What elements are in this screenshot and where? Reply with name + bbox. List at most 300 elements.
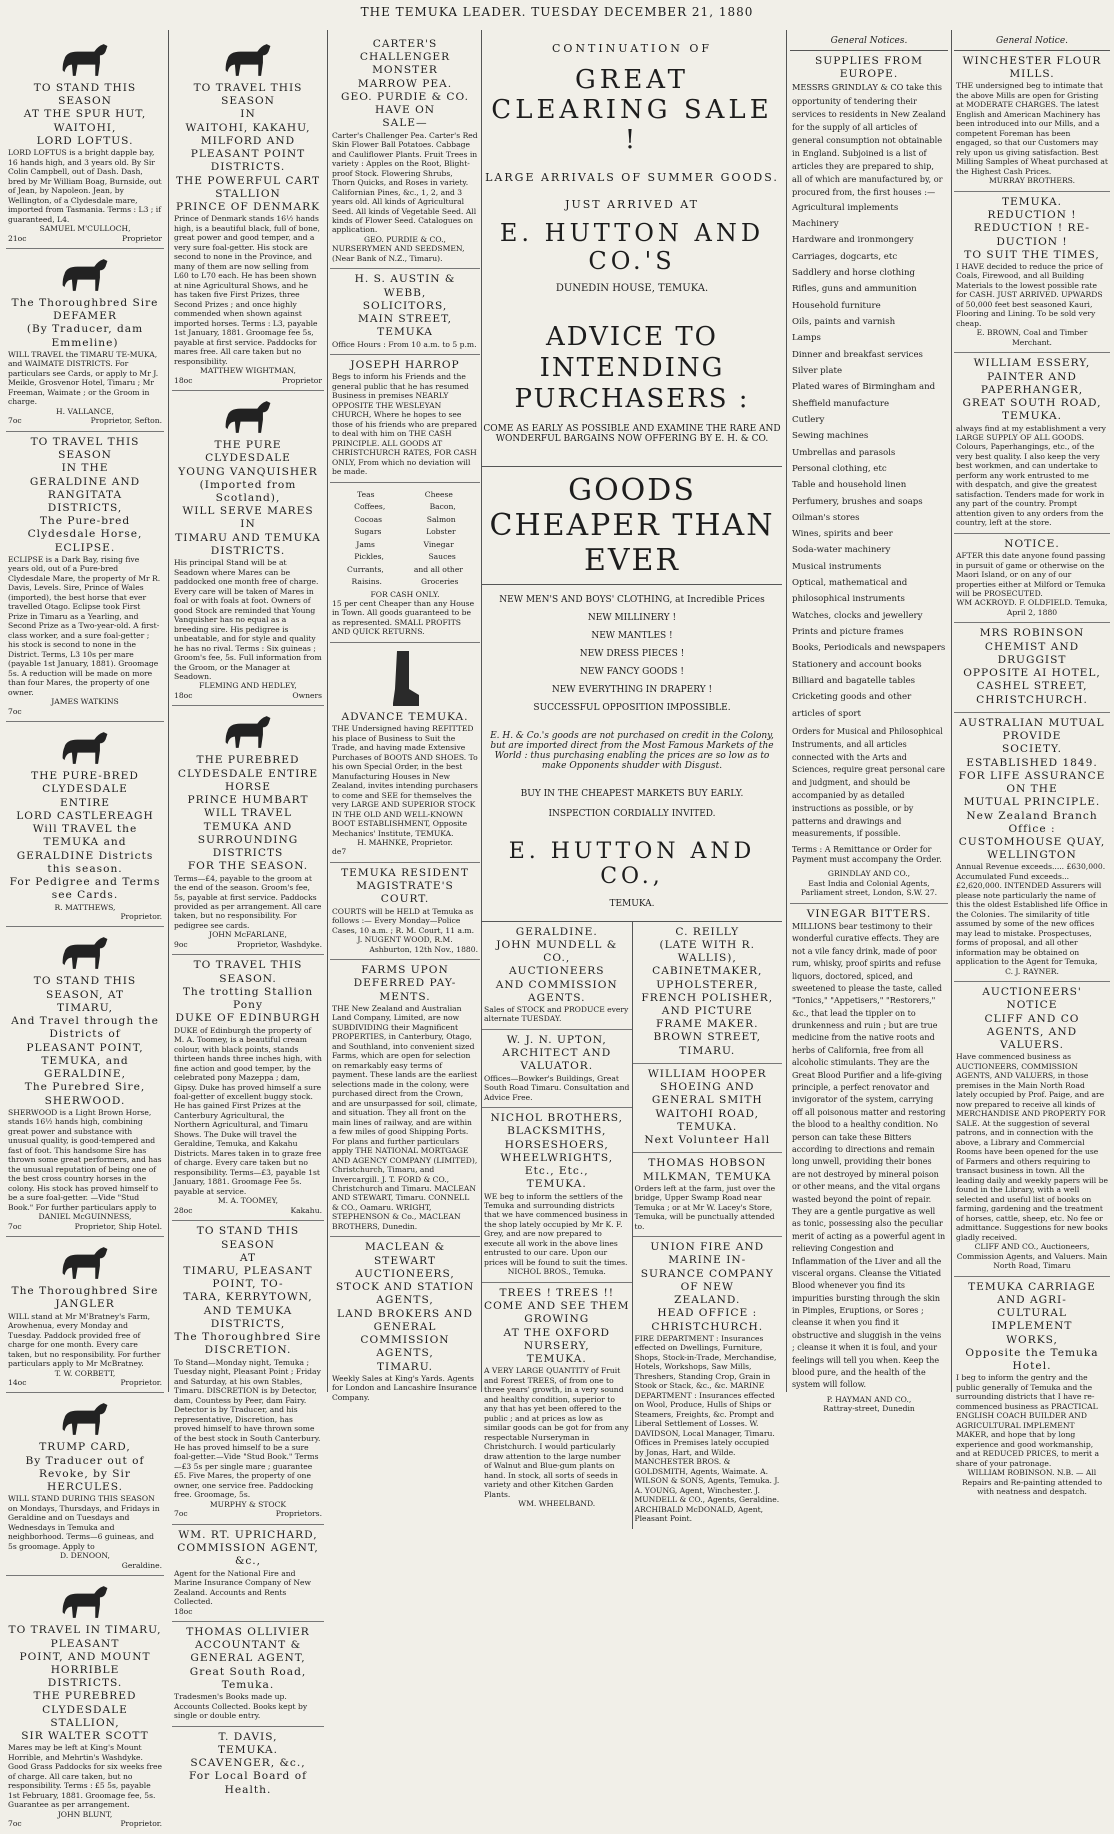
advertisement — [633, 1153, 783, 1237]
ad-heading: BLACKSMITHS, HORSESHOERS, — [504, 1125, 609, 1151]
horse-icon — [57, 933, 113, 973]
ad-heading: And Travel through the Districts of — [11, 1015, 159, 1041]
goods-item: Coffees, — [354, 502, 386, 512]
ad-body: always find at my establishment a very LARGE SUPPLY OF ALL GOODS. Colours, Paperhangings, etc., of the very best quality. I also keep the very best workmen, and can undertake to perform any work entrusted to me with despatch, and give the greatest satisfaction. Tenders made for work in any part of the country. Prompt attention given to any orders from the country, left at the store. — [956, 423, 1106, 528]
ad-heading: WILLIAM HOOPER — [647, 1067, 767, 1080]
ad-heading: ARCHITECT AND VALUATOR. — [502, 1047, 612, 1073]
ad-heading: The trotting Stallion Pony — [182, 985, 314, 1012]
ad-heading: TEMUKA CARRIAGE AND AGRI- — [968, 1280, 1096, 1306]
advertisement — [633, 1237, 783, 1528]
ad-body: LORD LOFTUS is a bright dapple bay, 16 hands high, and 3 years old. By Sir Colin Campbell, out of Dash. Dash, bred by Mr William Boag, Burnside, out of Jean, by Napoleon. Jean, by Wellington, of a Clydesdale mare, imported from Tasmania. Terms : L3 ; if guaranteed, L4. — [8, 148, 162, 224]
goods-item: Teas — [357, 489, 375, 499]
ad-heading: SHOEING AND GENERAL SMITH — [651, 1081, 763, 1107]
ad-role: Proprietor — [122, 233, 162, 243]
ad-heading: SOLICITORS, — [362, 299, 448, 312]
advertisement — [172, 391, 324, 706]
ad-body: 15 per cent Cheaper than any House in Town. All goods guaranteed to be as represented. SMALL PROFITS AND QUICK RETURNS. — [332, 599, 475, 637]
ad-role: Proprietor. — [120, 1819, 162, 1829]
ad-heading: NOTICE. — [1004, 537, 1060, 550]
goods-row — [332, 540, 478, 549]
ad-role: Proprietor, Washdyke. — [236, 939, 322, 949]
ad-heading: AT — [239, 1251, 257, 1264]
advertisement — [172, 955, 324, 1221]
ad-heading: AGENTS, AND VALUERS. — [986, 1025, 1078, 1052]
ad-heading: By Traducer out of Revoke, by Sir — [25, 1454, 145, 1480]
supply-item: Carriages, dogcarts, etc — [792, 251, 898, 262]
column-2 — [172, 34, 324, 1796]
bitters-sign: P. HAYMAN AND CO., — [826, 1394, 912, 1404]
supply-item: Wines, spirits and beer — [792, 529, 893, 540]
ad-heading: GERALDINE. — [515, 925, 598, 938]
ad-role: Proprietors. — [275, 1509, 322, 1519]
advertisement — [954, 192, 1110, 354]
bitters-text: MILLIONS bear testimony to their wonderful curative effects. They are not a vile fancy drink, made of poor rum, whisky, proof spirits and refuse liquors, doctored, spiced, and sweetened to please the taste, called "Tonics," "Appetisers," "Restorers," &c., that lead the tippler on to drunkenness and ruin ; but are true medicine from the native roots and herbs of California, free from all alcoholic stimulants. They are the Great Blood Purifier and a life-giving principle, a perfect renovator and invigorator of the system, carrying off all poisonous matter and restoring the blood to a healthy condition. No person can take these Bitters according to directions and remain long unwell, providing their bones are not destroyed by mineral poison or other means, and the vital organs wasted beyond the point of repair. They are a gentle purgative as well as tonic, possessing also the peculiar merit of acting as a powerful agent in relieving Congestion and Inflammation of the Liver and all the visceral organs. Cleanse the Vitiated Blood whenever you find its impurities bursting through the skin in Pimples, Eruptions, or Sores ; cleanse it when you find it obstructive and sluggish in the veins ; cleanse it when it is foul, and your feelings will tell you when. Keep the blood pure, and the health of the system will follow. — [792, 921, 946, 1390]
hutton-firm-title: E. HUTTON AND CO.'S — [499, 219, 765, 275]
ad-heading: MACLEAN & STEWART — [364, 1241, 446, 1267]
goods-item: Currants, — [347, 564, 384, 574]
ad-heading: STOCK AND STATION AGENTS, — [335, 1281, 475, 1307]
ad-heading: MRS ROBINSON — [979, 627, 1085, 640]
advertisement — [330, 483, 480, 643]
ad-body: WILL stand at Mr M'Bratney's Farm, Arowhenua, every Monday and Tuesday. Paddock provided free of charge for one month. Every care taken, but no responsibility. For further particulars apply to Mr McBratney. — [8, 1311, 161, 1369]
ad-footer — [174, 376, 322, 385]
ad-heading: ADVANCE TEMUKA. — [341, 710, 469, 723]
ad-heading: H. S. AUSTIN & WEBB, — [354, 273, 456, 299]
ad-role: Proprietor, Ship Hotel. — [74, 1221, 162, 1231]
advertisement — [482, 1030, 632, 1108]
goods-row — [332, 490, 478, 499]
supply-item: Umbrellas and parasols — [792, 447, 896, 458]
ad-heading: ACCOUNTANT & GENERAL AGENT, — [190, 1639, 306, 1665]
supply-item: Agricultural implements — [792, 202, 899, 213]
ad-body: Carter's Challenger Pea. Carter's Red Skin Flower Ball Potatoes. Cabbage and Cauliflower Plants. Fruit Trees in variety : Apples on the Root, Blight-proof Stock. Flowering Shrubs, Thorn Quicks, and Roses in variety. Californian Pines, &c., 1, 2, and 3 years old. All kinds of Agricultural Seed. All kinds of Vegetable Seed. All kinds of Flower Seed. Catalogues on application. — [332, 130, 478, 235]
ad-role: Kakahu. — [290, 1205, 322, 1215]
advertisement — [954, 982, 1110, 1276]
drapery-line: SUCCESSFUL OPPOSITION IMPOSSIBLE. — [533, 702, 731, 713]
ad-body: THE undersigned beg to intimate that the above Mills are open for Gristing at MODERATE CHARGES. The latest English and American Machinery has been introduced into our Mills, and a competent Foreman has been engaged, so that our Customers may rely upon us giving satisfaction. Best Milling Samples of Wheat purchased at the Highest Cash Prices. — [956, 81, 1108, 176]
goods-row — [332, 577, 478, 586]
ad-body: Weekly Sales at King's Yards. Agents for London and Lancashire Insurance Company. — [332, 1373, 477, 1402]
ad-body: WILL TRAVEL the TIMARU TE-MUKA, and WAIMATE DISTRICTS. For particulars see Cards, or apply to Mr J. Meikle, Grosvenor Hotel, Timaru ; Mr Freeman, Waimate ; or the Groom in charge. — [8, 349, 159, 407]
ad-heading: SHERWOOD. — [44, 1094, 126, 1107]
ad-heading: AND COMMISSION AGENTS. — [495, 978, 618, 1004]
ad-heading: THE PUREBRED CLYDESDALE — [33, 1690, 137, 1716]
ad-heading: TEMUKA. — [526, 1178, 587, 1191]
supply-item: Musical instruments — [792, 561, 882, 572]
ad-body: WILL STAND DURING THIS SEASON on Mondays, Thursdays, and Fridays in Geraldine and on Tuesdays and Wednesdays in Temuka and neighborhood. Terms—6 guineas, and 5s groomage. Apply to — [8, 1494, 160, 1551]
supply-item: Prints and picture frames — [792, 627, 904, 638]
ad-body: Tradesmen's Books made up. Accounts Collected. Books kept by single or double entry. — [174, 1692, 308, 1721]
ad-signature: J. NUGENT WOOD, R.M. — [357, 935, 453, 945]
ad-heading: POINT, AND MOUNT HORRIBLE — [19, 1650, 151, 1676]
ad-heading: AUSTRALIAN MUTUAL PROVIDE — [959, 716, 1105, 743]
ad-heading: TARA, KERRYTOWN, AND TEMUKA — [183, 1291, 313, 1317]
column-header: General Notices. — [790, 34, 948, 51]
advertisement — [954, 623, 1110, 712]
ad-heading: PRINCE HUMBART — [187, 794, 309, 807]
ad-heading: COMMISSION AGENTS, — [360, 1334, 450, 1360]
ad-body: FIRE DEPARTMENT : Insurances effected on Dwellings, Furniture, Shops, Stock-in-Trade, Merchandise, Hotels, Workshops, Saw Mills, Threshers, Standing Crop, Grain in Stook or Stack, &c., &c. MARINE DEPARTMENT : Insurances effected on Wool, Produce, Hulls of Ships or Steamers, Freights, &c. Prompt and Liberal Settlement of Losses. W. DAVIDSON, Local Manager, Timaru. Offices in Premises lately occupied by Jonas, Hart, and Wilde. MANCHESTER BROS. & GOLDSMITH, Agents, Waimate. A. WILSON & SONS, Agents, Temuka. J. A. YOUNG, Agent, Winchester. J. MUNDELL & CO., Agents, Geraldine. ARCHIBALD McDONALD, Agent, Pleasant Point. — [634, 1333, 780, 1524]
ad-footer — [8, 912, 162, 921]
boot-icon — [387, 649, 423, 709]
goods-footer: FOR CASH ONLY. — [370, 589, 440, 599]
ad-heading: GEO. PURDIE & CO. HAVE ON — [341, 90, 469, 117]
ad-heading: UNION FIRE AND MARINE IN- — [650, 1241, 765, 1267]
ad-footer — [8, 1561, 162, 1570]
advertisement — [954, 51, 1110, 192]
goods-item: Groceries — [420, 577, 459, 587]
ad-heading: WAITOHI, KAKAHU, MILFORD AND — [185, 121, 311, 147]
ad-heading: TEMUKA. — [1001, 195, 1063, 208]
ad-code: 7oc — [8, 706, 22, 716]
ad-code: de7 — [332, 847, 347, 857]
supply-item: Books, Periodicals and newspapers — [792, 643, 946, 654]
horse-icon — [57, 1582, 113, 1622]
ad-heading: TIMARU AND TEMUKA DISTRICTS. — [175, 531, 321, 557]
ad-body: I beg to inform the gentry and the public generally of Temuka and the surrounding districts that I have re-commenced business as PRACTICAL ENGLISH COACH BUILDER AND AGRICULTURAL IMPLEMENT MAKER, and hope that by long experience and good workmanship, and at REDUCED PRICES, to merit a share of your patronage. — [956, 1373, 1100, 1468]
ad-heading: (By Traducer, dam Emmeline) — [26, 323, 144, 349]
ad-role: Geraldine. — [121, 1560, 162, 1570]
goods-row — [332, 552, 478, 561]
ad-footer — [332, 847, 478, 856]
supply-item: Optical, mathematical and philosophical instruments — [792, 578, 908, 605]
ad-heading: HEAD OFFICE : CHRISTCHURCH. — [651, 1307, 764, 1333]
ad-heading: MENTS. — [379, 990, 431, 1003]
ad-heading: FOR LIFE ASSURANCE ON THE — [958, 769, 1106, 796]
ad-role: Proprietor — [282, 375, 322, 385]
terms-text: Terms : A Remittance or Order for Payment must accompany the Order. — [792, 845, 942, 865]
column-4 — [482, 34, 782, 1524]
ad-heading: WM. RT. UPRICHARD, — [178, 1528, 318, 1541]
ad-code: 7oc — [8, 1819, 22, 1829]
ad-heading: ENTIRE — [60, 796, 110, 809]
goods-row — [332, 527, 478, 536]
ad-body: Mares may be left at King's Mount Horrible, and Mehrtin's Washdyke. Good Grass Paddocks for six weeks free of charge. All care taken, but no responsibility. Terms : £5 5s, payable 1st February, 1881. Groomage fee, 5s. Guarantee as per arrangement. — [8, 1743, 162, 1810]
ad-heading: TEMUKA. — [526, 1353, 587, 1366]
advertisement — [172, 1622, 324, 1727]
ad-footer — [174, 1206, 322, 1215]
ad-code: 7oc — [8, 416, 22, 426]
ad-heading: LORD CASTLEREAGH — [16, 809, 154, 822]
ad-heading: WILL TRAVEL TEMUKA AND SURROUNDING DISTRICTS — [197, 807, 299, 860]
ad-footer — [174, 691, 322, 700]
ad-heading: LAND BROKERS AND GENERAL — [337, 1307, 473, 1333]
advertisement — [6, 1237, 164, 1393]
hutton-town: TEMUKA. — [609, 898, 655, 909]
ad-heading: TIMARU, — [56, 1001, 114, 1014]
masthead: THE TEMUKA LEADER. TUESDAY DECEMBER 21, 1880 — [360, 5, 754, 19]
ad-heading: THE PUREBRED CLYDESDALE ENTIRE HORSE — [177, 754, 319, 793]
ad-heading: Next Volunteer Hall — [644, 1134, 771, 1147]
ad-heading: HERCULES. — [47, 1481, 123, 1494]
advertisement — [330, 863, 480, 960]
ad-footer — [174, 940, 322, 949]
ad-heading: T. DAVIS, — [218, 1730, 278, 1743]
ad-signature: SAMUEL M'CULLOCH, — [39, 224, 131, 234]
ad-heading: NICHOL BROTHERS, — [490, 1112, 624, 1125]
ad-body: Agent for the National Fire and Marine Insurance Company of New Zealand. Accounts and Rents Collected. — [174, 1568, 312, 1607]
supply-item: Lamps — [792, 333, 821, 344]
advertisement — [172, 1221, 324, 1525]
ad-signature: E. BROWN, Coal and Timber Merchant. — [976, 328, 1088, 347]
ad-body: SHERWOOD is a Light Brown Horse, stands 16½ hands high, combining great power and substance with unusual quality, is good-tempered and fast of foot. This handsome Sire has thrown some great performers, and has the unusual reputation of being one of the best cross country horses in the colony. His stock has proved himself to be a sure foal-getter. —Vide "Stud Book." For further particulars apply to — [8, 1107, 162, 1212]
ad-heading: DEFAMER — [53, 310, 117, 323]
ad-body: WE beg to inform the settlers of the Temuka and surrounding districts that we have commenced business in the shop lately occupied by Mr K. F. Grey, and are now prepared to execute all work in the above lines entrusted to our care. Upon our prices will be found to suit the times. — [484, 1191, 628, 1267]
goods-item: and all other — [413, 564, 463, 574]
ad-heading: SOCIETY. — [1001, 743, 1063, 756]
ad-signature: H. VALLANCE, — [56, 406, 114, 416]
ad-role: Proprietor, Sefton. — [90, 416, 162, 426]
ad-footer — [8, 707, 162, 716]
dunedin-house-line: DUNEDIN HOUSE, TEMUKA. — [555, 283, 709, 294]
ad-signature: DANIEL McGUINNESS, — [38, 1212, 132, 1222]
supply-item: Cricketing goods and other articles of sport — [792, 692, 912, 719]
goods-item: Cocoas — [354, 514, 383, 524]
ad-heading: DUCTION ! — [996, 235, 1068, 248]
drapery-line: NEW DRESS PIECES ! — [579, 648, 685, 659]
ad-heading: PLEASANT POINT DISTRICTS. — [190, 148, 306, 174]
drapery-line: NEW EVERYTHING IN DRAPERY ! — [551, 684, 713, 695]
ad-heading: GERALDINE, — [44, 1068, 126, 1081]
ad-signature: M. A. TOOMEY, — [217, 1196, 279, 1206]
grindlay-firm: GRINDLAY AND CO., — [827, 869, 911, 879]
supply-item: Dinner and breakfast services — [792, 349, 923, 360]
goods-row — [332, 565, 478, 574]
ad-heading: WHEELWRIGHTS, Etc., Etc., — [500, 1151, 614, 1178]
goods-item: Bacon, — [429, 502, 456, 512]
ad-heading: CUSTOMHOUSE QUAY, WELLINGTON — [958, 835, 1106, 862]
advertisement — [482, 1283, 632, 1514]
ad-footer — [174, 1607, 322, 1616]
ad-heading: THOMAS OLLIVIER — [186, 1625, 310, 1638]
supply-item: Sewing machines — [792, 431, 869, 442]
advertisement — [482, 922, 632, 1030]
ad-code: 18oc — [174, 1606, 193, 1616]
supply-item: Household furniture — [792, 300, 881, 311]
advertisement — [954, 713, 1110, 982]
ad-heading: Opposite the Temuka Hotel. — [965, 1346, 1099, 1372]
supply-item: Hardware and ironmongery — [792, 235, 914, 246]
advertisement — [954, 353, 1110, 534]
ad-heading: REDUCTION ! REDUCTION ! RE- — [974, 209, 1090, 235]
ad-signature: C. J. RAYNER. — [1005, 966, 1059, 976]
bitters-address: Rattray-street, Dunedin — [823, 1404, 915, 1414]
ad-footer — [332, 945, 478, 954]
advertisement — [172, 1727, 324, 1802]
ad-signature: CLIFF AND CO., Auctioneers, Commission Agents, and Valuers. Main North Road, Timaru — [956, 1242, 1108, 1271]
ad-signature: R. MATTHEWS, — [54, 902, 116, 912]
ad-heading: COMMISSION AGENT, &c., — [177, 1542, 319, 1568]
horse-icon — [57, 728, 113, 768]
drapery-line: NEW MANTLES ! — [591, 630, 673, 641]
ad-heading: AUCTIONEERS' NOTICE — [982, 986, 1082, 1012]
column-5 — [790, 34, 948, 1414]
hutton-firm-footer: E. HUTTON AND CO., — [508, 838, 756, 889]
ad-heading: PAINTER AND PAPERHANGER, — [980, 370, 1084, 396]
ad-footer — [174, 1509, 322, 1518]
goods-item: Sauces — [428, 552, 456, 562]
ad-signature: MURPHY & STOCK — [209, 1499, 287, 1509]
ad-heading: WILLIAM ESSERY, — [973, 357, 1091, 370]
ad-heading: Great South Road, Temuka. — [189, 1665, 307, 1691]
ad-body: Terms—£4, payable to the groom at the end of the season. Groom's fee, 5s, payable at first service. Paddocks provided as per arrangement. All care taken, but no responsibility. For pedigree see cards. — [174, 873, 322, 930]
ad-heading: MARROW PEA. — [357, 77, 453, 90]
ad-heading: ZEALAND. — [674, 1294, 741, 1307]
advertisement — [482, 1108, 632, 1283]
ad-heading: CARTER'S CHALLENGER MONSTER — [359, 38, 451, 77]
ad-role: NURSERYMEN AND SEEDSMEN, (Near Bank of N.Z., Timaru). — [332, 244, 465, 263]
ad-code: 7oc — [174, 1509, 188, 1519]
ad-heading: For Local Board of Health. — [189, 1770, 307, 1796]
ad-body: THE Undersigned having REFITTED his place of Business to Suit the Trade, and having made Extensive Purchases of BOOTS AND SHOES. To his own Special Order, in the best Manufacturing Houses in New Zealand, invites intending purchasers to come and SEE for themselves the very LARGE AND SUPERIOR STOCK IN THE OLD AND WELL-KNOWN BOOT ESTABLISHMENT, Opposite Mechanics' Institute, TEMUKA. — [332, 724, 478, 838]
ad-heading: THOMAS HOBSON — [648, 1157, 767, 1170]
ad-heading: TO TRAVEL THIS SEASON — [193, 82, 303, 108]
advertisement — [330, 355, 480, 483]
ad-heading: TRUMP CARD, — [39, 1441, 131, 1454]
advertisement — [330, 960, 480, 1237]
ad-heading: CLIFF AND CO — [984, 1012, 1080, 1025]
ad-heading: WINCHESTER FLOUR MILLS. — [962, 55, 1102, 81]
ad-heading: The Pure-bred Clydesdale Horse, — [27, 515, 143, 541]
column-6 — [954, 34, 1110, 1497]
column-header: General Notice. — [954, 34, 1110, 51]
ad-body: Annual Revenue exceeds..... £630,000. Accumulated Fund exceeds... £2,620,000. INTENDED Assurers will please note particularly the name of this the oldest Established life Office in the Colonies. The similarity of title assumed by some of the new offices may lead to mistake. Prospectuses, forms of proposal, and all other information may be obtained on application to the Agent for Temuka, — [956, 862, 1108, 967]
drapery-line: NEW MEN'S AND BOYS' CLOTHING, at Incredible Prices — [499, 594, 765, 605]
horse-icon — [57, 40, 113, 80]
goods-item: Sugars — [354, 527, 382, 537]
supply-item: Personal clothing, etc — [792, 463, 887, 474]
horse-icon — [57, 1399, 113, 1439]
ad-signature: H. MAHNKE, Proprietor. — [357, 837, 453, 847]
import-note: E. H. & Co.'s goods are not purchased on credit in the Colony, but are imported direct from the Most Famous Markets of the World : thus purchasing enabling the prices are so low as to make Opponents shudder with Disgust. — [490, 730, 774, 771]
advertisement — [330, 643, 480, 863]
ad-body: Office Hours : From 10 a.m. to 5 p.m. — [332, 339, 477, 349]
goods-item: Jams — [356, 539, 375, 549]
ad-heading: DISTRICTS, — [47, 502, 123, 514]
advertisement — [6, 34, 164, 249]
horse-icon — [220, 397, 276, 437]
advertisement — [6, 927, 164, 1237]
advertisement — [330, 34, 480, 269]
advertisement — [6, 249, 164, 432]
ad-heading: FOR THE SEASON. — [187, 860, 309, 873]
ad-body: ECLIPSE is a Dark Bay, rising five years old, out of a Pure-bred Clydesdale Mare, the property of Mr R. Davis, Levels. Sire, Prince of Wales (imported), the best horse that ever travelled Otago. Eclipse took First Prize in Timaru as a Yearling, and Second Prize as a Two-year-old. A first-class worker, and a sure foal-getter ; his stock is second to none in the District. Terms, L3 10s per mare (payable 1st January, 1881). Groomage 5s. A reduction will be made on more than four Mares, the property of one owner. — [8, 554, 161, 697]
ad-heading: LORD LOFTUS. — [36, 134, 134, 147]
ad-signature: WM ACKROYD. F. OLDFIELD. Temuka, April 2, 1880 — [956, 598, 1108, 617]
ad-signature: MURRAY BROTHERS. — [988, 176, 1076, 186]
ad-heading: TEMUKA RESIDENT MAGISTRATE'S — [341, 866, 469, 893]
ad-heading: TO STAND THIS SEASON — [196, 1225, 300, 1251]
goods-cheaper-title: GOODS CHEAPER THAN EVER — [482, 466, 782, 585]
ad-body: DUKE of Edinburgh the property of M. A. Toomey, is a beautiful cream colour, with black points, stands thirteen hands three inches high, with fine action and good temper, by the celebrated pony Mazeppa ; dam, Gipsy. Duke has proved himself a sure foal-getter of excellent buggy stock. He has gained First Prizes at the Canterbury Agricultural, the Northern Agricultural, and Timaru Shows. The Duke will travel the Geraldine, Temuka, and Kakahu Districts. Mares taken in to graze free of charge. Every care taken but no responsibility. Terms—£3, payable 1st January, 1881. Groomage Fee 5s. payable at service. — [174, 1025, 322, 1196]
ad-heading: IN — [240, 108, 256, 121]
supply-item: Billiard and bagatelle tables — [792, 676, 916, 687]
ad-heading: New Zealand Branch Office : — [966, 809, 1098, 835]
ad-heading: YOUNG VANQUISHER — [178, 465, 318, 478]
supply-item: Table and household linen — [792, 480, 907, 491]
ad-footer — [8, 1819, 162, 1828]
ad-heading: TIMARU. — [376, 1360, 434, 1373]
ad-heading: JANGLER — [55, 1298, 115, 1311]
ad-body: Sales of STOCK and PRODUCE every alternate TUESDAY. — [484, 1004, 629, 1024]
advertisement — [6, 722, 164, 927]
advertisement — [6, 1393, 164, 1576]
bitters-title: VINEGAR BITTERS. — [806, 907, 932, 920]
advertisement — [633, 1064, 783, 1153]
ad-footer — [8, 1378, 162, 1387]
ad-heading: COME AND SEE THEM GROWING — [484, 1300, 630, 1326]
ad-heading: The Purebred Sire, — [24, 1081, 146, 1094]
ad-heading: CASHEL STREET, CHRISTCHURCH. — [976, 680, 1088, 706]
ad-heading: THE POWERFUL CART STALLION — [175, 174, 321, 200]
ad-signature: D. DENOON, — [60, 1551, 110, 1561]
advice-title: ADVICE TO INTENDING PURCHASERS : — [514, 322, 750, 415]
ad-heading: AUCTIONEERS — [508, 965, 605, 978]
ad-heading: THE PURE-BRED CLYDESDALE — [31, 770, 139, 796]
ad-heading: DISTRICTS. — [47, 1677, 123, 1690]
ad-body: Offices—Bowker's Buildings, Great South Road Timaru. Consultation and Advice Free. — [484, 1073, 630, 1102]
ad-heading: GREAT SOUTH ROAD, TEMUKA. — [962, 397, 1102, 423]
ad-heading: MILKMAN, TEMUKA — [642, 1170, 772, 1183]
ad-signature: JOHN BLUNT, — [57, 1809, 113, 1819]
ad-heading: SCAVENGER, &c., — [190, 1757, 306, 1770]
ad-heading: WAITOHI ROAD, TEMUKA. — [655, 1107, 760, 1133]
goods-row — [332, 515, 478, 524]
supply-item: Oilman's stores — [792, 512, 860, 523]
ad-heading: BROWN STREET, TIMARU. — [653, 1031, 762, 1057]
ad-heading: JOSEPH HARROP — [350, 359, 460, 372]
ad-body: AFTER this date anyone found passing in pursuit of game or otherwise on the Maori Island, or on any of our properties either at Milford or Temuka will be PROSECUTED. — [956, 551, 1106, 598]
ad-role: Owners — [292, 690, 322, 700]
ad-role: Proprietor. — [120, 912, 162, 921]
ad-heading: WORKS, — [1006, 1333, 1058, 1346]
ad-heading: PLEASANT POINT, TEMUKA, and — [26, 1041, 144, 1067]
ad-footer — [8, 416, 162, 425]
advertisement — [172, 706, 324, 955]
ad-code: 14oc — [8, 1377, 27, 1387]
supply-item: Stationery and account books — [792, 659, 922, 670]
supply-item: Perfumery, brushes and soaps — [792, 496, 923, 507]
clearing-sale-title: GREAT CLEARING SALE ! — [491, 65, 773, 155]
ad-heading: (Imported from Scotland), — [199, 478, 297, 504]
ad-role: Proprietor. — [120, 1377, 162, 1387]
ad-signature: WILLIAM ROBINSON. N.B. — All Repairs and Re-painting attended to with neatness and despatch. — [961, 1468, 1103, 1497]
drapery-line: NEW MILLINERY ! — [587, 612, 677, 623]
just-arrived-line: JUST ARRIVED AT — [565, 198, 699, 211]
ad-heading: STALLION, — [50, 1716, 120, 1729]
ad-code: 28oc — [174, 1205, 193, 1215]
ad-heading: TO STAND THIS SEASON, AT — [33, 975, 137, 1001]
goods-item: Salmon — [426, 514, 456, 524]
ad-heading: CULTURAL IMPLEMENT — [991, 1307, 1073, 1333]
ad-heading: TEMUKA. — [217, 1743, 279, 1756]
ad-heading: W. J. N. UPTON, — [506, 1033, 607, 1046]
ad-heading: COURT. — [380, 893, 430, 906]
ad-heading: JOHN MUNDELL & CO., — [496, 938, 618, 965]
advertisement — [330, 1237, 480, 1407]
advertisement — [954, 1277, 1110, 1502]
ad-heading: FRAME MAKER. — [656, 1018, 759, 1031]
ad-heading: OPPOSITE AI HOTEL, — [963, 667, 1101, 680]
ad-heading: WILL SERVE MARES — [182, 505, 314, 518]
horse-icon — [57, 1243, 113, 1283]
ad-heading: IN THE — [61, 462, 109, 475]
grindlay-firm-sub: East India and Colonial Agents, — [808, 878, 930, 888]
orders-text: Orders for Musical and Philosophical Instruments, and all articles connected with the Arts and Sciences, require great personal care and judgment, and should be accompanied by as detailed instructions as possible, or by patterns and drawings and measurements, if possible. — [792, 727, 945, 839]
ad-heading: TO TRAVEL THIS SEASON. — [193, 959, 303, 985]
ad-heading: TO SUIT THE TIMES, — [964, 248, 1100, 261]
ad-signature: JOHN McFARLANE, — [209, 930, 287, 940]
